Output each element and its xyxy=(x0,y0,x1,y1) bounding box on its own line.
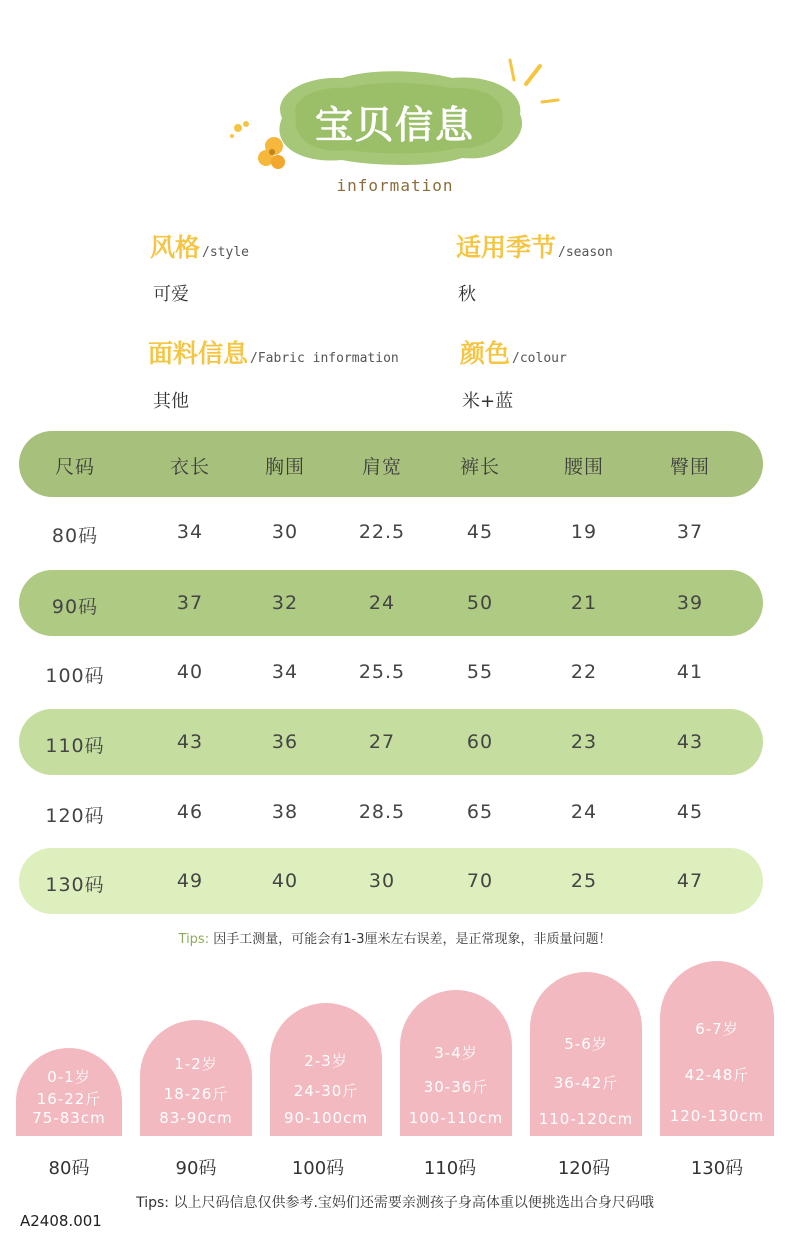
table-cell: 43 xyxy=(176,731,204,753)
fabric-title: 面料信息 /Fabric information xyxy=(148,339,399,368)
table-cell: 39 xyxy=(676,592,704,614)
height-range: 120-130cm xyxy=(669,1107,765,1125)
height-range: 83-90cm xyxy=(159,1109,233,1127)
height-range: 100-110cm xyxy=(408,1109,504,1127)
table-row xyxy=(19,779,763,845)
tips-text: 因手工测量，可能会有1-3厘米左右误差，是正常现象，非质量问题！ xyxy=(213,932,612,947)
table-cell: 22 xyxy=(570,661,598,683)
style-title: 风格 /style xyxy=(150,233,249,262)
table-cell: 24 xyxy=(368,592,396,614)
table-cell: 34 xyxy=(176,521,204,543)
header-waist: 腰围 xyxy=(563,456,604,478)
table-cell: 27 xyxy=(368,731,396,753)
weight-range: 30-36斤 xyxy=(423,1078,489,1096)
tips-reference xyxy=(0,1192,790,1212)
size-guide-card xyxy=(270,1003,382,1136)
height-range: 90-100cm xyxy=(284,1109,368,1127)
season-title-en: /season xyxy=(558,245,613,260)
table-cell-size: 110码 xyxy=(45,735,105,757)
table-cell: 23 xyxy=(570,731,598,753)
weight-range: 18-26斤 xyxy=(163,1085,229,1103)
size-label: 100码 xyxy=(291,1158,345,1179)
table-cell-size: 100码 xyxy=(45,665,105,687)
wheat-decoration-icon xyxy=(500,56,564,112)
size-label: 80码 xyxy=(48,1158,90,1179)
tips-label: Tips: xyxy=(136,1195,169,1211)
table-cell: 46 xyxy=(176,801,204,823)
age-range: 2-3岁 xyxy=(304,1052,348,1070)
size-guide-card xyxy=(16,1048,122,1136)
header-length: 衣长 xyxy=(169,456,210,478)
table-cell: 40 xyxy=(271,870,299,892)
table-cell: 55 xyxy=(466,661,494,683)
tips-text: 以上尺码信息仅供参考.宝妈们还需要亲测孩子身高体重以便挑选出合身尺码哦 xyxy=(173,1195,654,1211)
weight-range: 24-30斤 xyxy=(293,1082,359,1100)
size-guide-card xyxy=(400,990,512,1136)
fabric-value: 其他 xyxy=(153,391,189,412)
weight-range: 16-22斤 xyxy=(36,1090,102,1108)
table-cell: 19 xyxy=(570,521,598,543)
size-guide-card xyxy=(140,1020,252,1136)
table-cell: 32 xyxy=(271,592,299,614)
season-value: 秋 xyxy=(458,284,476,305)
tips-label: Tips: xyxy=(178,932,210,947)
table-cell: 65 xyxy=(466,801,494,823)
size-guide-card xyxy=(660,961,774,1136)
table-row xyxy=(19,639,763,705)
table-header-row xyxy=(19,431,763,497)
table-cell-size: 80码 xyxy=(51,525,99,547)
size-label: 110码 xyxy=(423,1158,477,1179)
age-range: 3-4岁 xyxy=(434,1044,478,1062)
table-cell: 38 xyxy=(271,801,299,823)
colour-title-en: /colour xyxy=(512,351,567,366)
table-cell: 60 xyxy=(466,731,494,753)
fabric-title-en: /Fabric information xyxy=(250,351,399,366)
table-cell: 28.5 xyxy=(358,801,406,823)
header-hip: 臀围 xyxy=(669,456,710,478)
style-value: 可爱 xyxy=(153,284,189,305)
table-cell: 49 xyxy=(176,870,204,892)
header-pants-length: 裤长 xyxy=(459,456,500,478)
style-title-en: /style xyxy=(202,245,249,260)
size-label: 90码 xyxy=(175,1158,217,1179)
age-range: 1-2岁 xyxy=(174,1055,218,1073)
size-guide-card xyxy=(530,972,642,1136)
tips-measurement xyxy=(0,928,790,947)
table-cell-size: 120码 xyxy=(45,805,105,827)
header-size: 尺码 xyxy=(54,456,95,478)
colour-title: 颜色 /colour xyxy=(460,339,567,368)
height-range: 110-120cm xyxy=(538,1110,634,1128)
table-cell: 25.5 xyxy=(358,661,406,683)
table-cell: 43 xyxy=(676,731,704,753)
table-cell: 21 xyxy=(570,592,598,614)
table-row xyxy=(19,570,763,636)
page-title: 宝贝信息 xyxy=(314,103,475,147)
table-row xyxy=(19,848,763,914)
header-shoulder: 肩宽 xyxy=(361,456,402,478)
table-cell: 22.5 xyxy=(358,521,406,543)
size-label: 130码 xyxy=(690,1158,744,1179)
table-cell: 50 xyxy=(466,592,494,614)
table-cell: 25 xyxy=(570,870,598,892)
table-cell-size: 130码 xyxy=(45,874,105,896)
age-range: 5-6岁 xyxy=(564,1035,608,1053)
table-cell: 36 xyxy=(271,731,299,753)
table-cell: 45 xyxy=(466,521,494,543)
page-subtitle: information xyxy=(336,176,454,195)
header-chest: 胸围 xyxy=(264,456,305,478)
table-row xyxy=(19,499,763,565)
size-label: 120码 xyxy=(557,1158,611,1179)
table-cell: 24 xyxy=(570,801,598,823)
table-cell: 30 xyxy=(271,521,299,543)
table-cell: 34 xyxy=(271,661,299,683)
table-row xyxy=(19,709,763,775)
table-cell: 37 xyxy=(176,592,204,614)
weight-range: 36-42斤 xyxy=(553,1074,619,1092)
table-cell-size: 90码 xyxy=(51,596,99,618)
age-range: 6-7岁 xyxy=(695,1020,739,1038)
height-range: 75-83cm xyxy=(32,1109,106,1127)
table-cell: 45 xyxy=(676,801,704,823)
season-title: 适用季节 /season xyxy=(456,233,613,262)
weight-range: 42-48斤 xyxy=(684,1066,750,1084)
flower-decoration-icon xyxy=(226,116,296,176)
table-cell: 30 xyxy=(368,870,396,892)
table-cell: 40 xyxy=(176,661,204,683)
table-cell: 41 xyxy=(676,661,704,683)
age-range: 0-1岁 xyxy=(47,1068,91,1086)
table-cell: 47 xyxy=(676,870,704,892)
table-cell: 70 xyxy=(466,870,494,892)
colour-value: 米+蓝 xyxy=(462,391,514,412)
product-code: A2408.001 xyxy=(20,1212,102,1230)
table-cell: 37 xyxy=(676,521,704,543)
